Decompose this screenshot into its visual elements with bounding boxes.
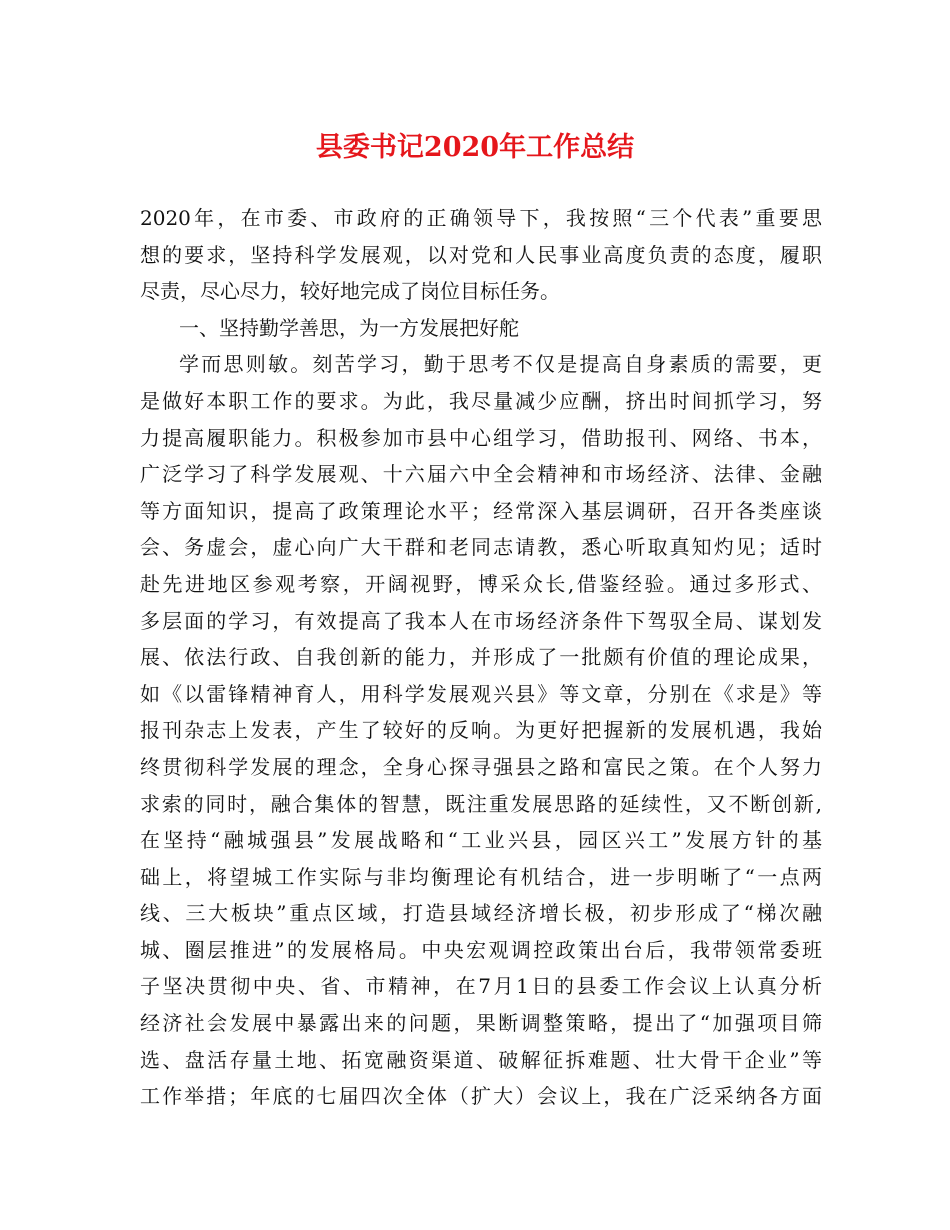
- body-line: 工作举措；年底的七届四次全体（扩大）会议上，我在广泛采纳各方面: [140, 1084, 822, 1109]
- body-line: 多层面的学习，有效提高了我本人在市场经济条件下驾驭全局、谋划发: [140, 608, 822, 633]
- body-line: 如《以雷锋精神育人，用科学发展观兴县》等文章，分别在《求是》等: [140, 681, 822, 706]
- body-line: 会、务虚会，虚心向广大干群和老同志请教，悉心听取真知灼见；适时: [140, 535, 822, 560]
- body-line: 尽责，尽心尽力，较好地完成了岗位目标任务。: [140, 279, 560, 304]
- body-line: 广泛学习了科学发展观、十六届六中全会精神和市场经济、法律、金融: [140, 462, 822, 487]
- body-line: 在坚持“融城强县”发展战略和“工业兴县，园区兴工”发展方针的基: [140, 828, 822, 853]
- body-line: 选、盘活存量土地、拓宽融资渠道、破解征拆难题、壮大骨干企业”等: [140, 1047, 822, 1072]
- body-line: 线、三大板块”重点区域，打造县域经济增长极，初步形成了“梯次融: [140, 901, 822, 926]
- body-line: 学而思则敏。刻苦学习，勤于思考不仅是提高自身素质的需要，更: [179, 352, 822, 377]
- body-line: 础上，将望城工作实际与非均衡理论有机结合，进一步明晰了“一点两: [140, 864, 822, 889]
- body-line: 想的要求，坚持科学发展观，以对党和人民事业高度负责的态度，履职: [140, 242, 822, 267]
- document-body: [140, 200, 822, 1115]
- body-line: 2020年，在市委、市政府的正确领导下，我按照“三个代表”重要思: [140, 206, 822, 230]
- body-line: 展、依法行政、自我创新的能力，并形成了一批颇有价值的理论成果，: [140, 645, 822, 670]
- body-line: 子坚决贯彻中央、省、市精神，在7月1日的县委工作会议上认真分析: [140, 974, 822, 999]
- body-line: 经济社会发展中暴露出来的问题，果断调整策略，提出了“加强项目筛: [140, 1011, 822, 1036]
- body-line: 力提高履职能力。积极参加市县中心组学习，借助报刊、网络、书本，: [140, 425, 822, 450]
- body-line: 报刊杂志上发表，产生了较好的反响。为更好把握新的发展机遇，我始: [140, 718, 822, 743]
- body-line: 等方面知识，提高了政策理论水平；经常深入基层调研，召开各类座谈: [140, 498, 822, 523]
- document-title: 县委书记2020年工作总结: [315, 132, 635, 163]
- body-line: 终贯彻科学发展的理念，全身心探寻强县之路和富民之策。在个人努力: [140, 754, 822, 779]
- body-line: 一、坚持勤学善思，为一方发展把好舵: [179, 315, 519, 340]
- body-line: 是做好本职工作的要求。为此，我尽量减少应酬，挤出时间抓学习，努: [140, 388, 822, 413]
- body-line: 城、圈层推进”的发展格局。中央宏观调控政策出台后，我带领常委班: [140, 937, 822, 962]
- body-line: 求索的同时，融合集体的智慧，既注重发展思路的延续性，又不断创新,: [140, 791, 822, 816]
- body-line: 赴先进地区参观考察，开阔视野，博采众长,借鉴经验。通过多形式、: [140, 571, 822, 596]
